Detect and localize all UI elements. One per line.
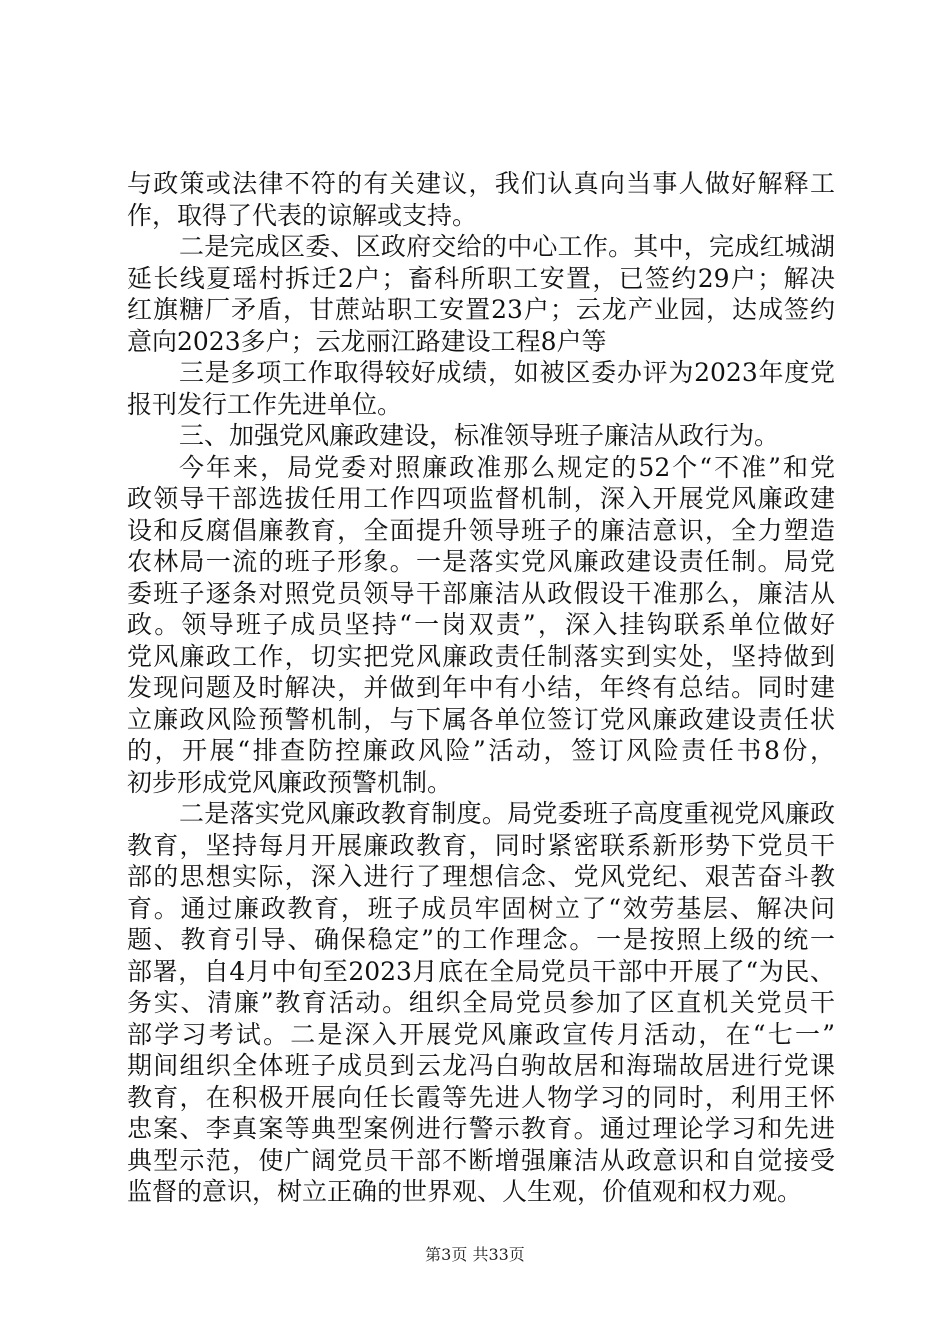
paragraph <box>127 357 835 420</box>
text-line: 部的思想实际，深入进行了理想信念、党风党纪、艰苦奋斗教 <box>127 862 835 891</box>
text-line: 延长线夏瑶村拆迁2户；畜科所职工安置，已签约29户；解决 <box>127 263 835 293</box>
text-line: 设和反腐倡廉教育，全面提升领导班子的廉洁意识，全力塑造 <box>127 515 835 545</box>
paragraph <box>127 420 835 452</box>
paragraph <box>127 231 835 357</box>
text-line: 育。通过廉政教育，班子成员牢固树立了“效劳基层、解决问 <box>127 893 835 923</box>
text-line: 党风廉政工作，切实把党风廉政责任制落实到实处，坚持做到 <box>127 641 835 671</box>
text-line: 今年来，局党委对照廉政准那么规定的52个“不准”和党 <box>179 452 835 482</box>
text-line: 忠案、李真案等典型案例进行警示教育。通过理论学习和先进 <box>127 1114 835 1143</box>
paragraph <box>127 798 835 1208</box>
text-line: 题、教育引导、确保稳定”的工作理念。一是按照上级的统一 <box>127 925 835 954</box>
text-line: 农林局一流的班子形象。一是落实党风廉政建设责任制。局党 <box>127 547 835 576</box>
text-line: 报刊发行工作先进单位。 <box>127 389 403 419</box>
text-line: 初步形成党风廉政预警机制。 <box>127 767 453 797</box>
text-line: 二是完成区委、区政府交给的中心工作。其中，完成红城湖 <box>179 232 835 261</box>
text-line: 部学习考试。二是深入开展党风廉政宣传月活动，在“七一” <box>127 1019 835 1049</box>
text-line: 立廉政风险预警机制，与下属各单位签订党风廉政建设责任状 <box>127 704 835 734</box>
text-line: 典型示范，使广阔党员干部不断增强廉洁从政意识和自觉接受 <box>127 1145 835 1175</box>
text-line: 委班子逐条对照党员领导干部廉洁从政假设干准那么，廉洁从 <box>127 578 835 608</box>
text-line: 与政策或法律不符的有关建议，我们认真向当事人做好解释工 <box>127 169 835 198</box>
text-line: 的，开展“排查防控廉政风险”活动，签订风险责任书8份， <box>127 736 835 765</box>
text-line: 务实、清廉”教育活动。组织全局党员参加了区直机关党员干 <box>127 988 835 1017</box>
text-line: 部署，自4月中旬至2023月底在全局党员干部中开展了“为民、 <box>127 956 835 986</box>
text-line: 政。领导班子成员坚持“一岗双责”，深入挂钩联系单位做好 <box>127 610 835 639</box>
text-line: 三、加强党风廉政建设，标准领导班子廉洁从政行为。 <box>179 421 780 450</box>
document-body <box>127 168 835 1208</box>
text-line: 作，取得了代表的谅解或支持。 <box>127 200 478 230</box>
text-line: 发现问题及时解决，并做到年中有小结，年终有总结。同时建 <box>127 673 835 702</box>
text-line: 教育，在积极开展向任长霞等先进人物学习的同时，利用王怀 <box>127 1082 835 1112</box>
text-line: 期间组织全体班子成员到云龙冯白驹故居和海瑞故居进行党课 <box>127 1051 835 1080</box>
page-footer: 第3页 共33页 <box>425 1245 525 1264</box>
paragraph <box>127 452 835 799</box>
text-line: 监督的意识，树立正确的世界观、人生观，价值观和权力观。 <box>127 1177 803 1206</box>
text-line: 教育，坚持每月开展廉政教育，同时紧密联系新形势下党员干 <box>127 830 835 860</box>
text-line: 红旗糖厂矛盾，甘蔗站职工安置23户；云龙产业园，达成签约 <box>127 295 835 324</box>
text-line: 二是落实党风廉政教育制度。局党委班子高度重视党风廉政 <box>179 799 835 828</box>
text-line: 意向2023多户；云龙丽江路建设工程8户等 <box>127 326 607 356</box>
text-line: 三是多项工作取得较好成绩，如被区委办评为2023年度党 <box>179 358 835 387</box>
paragraph <box>127 168 835 231</box>
text-line: 政领导干部选拔任用工作四项监督机制，深入开展党风廉政建 <box>127 484 835 513</box>
